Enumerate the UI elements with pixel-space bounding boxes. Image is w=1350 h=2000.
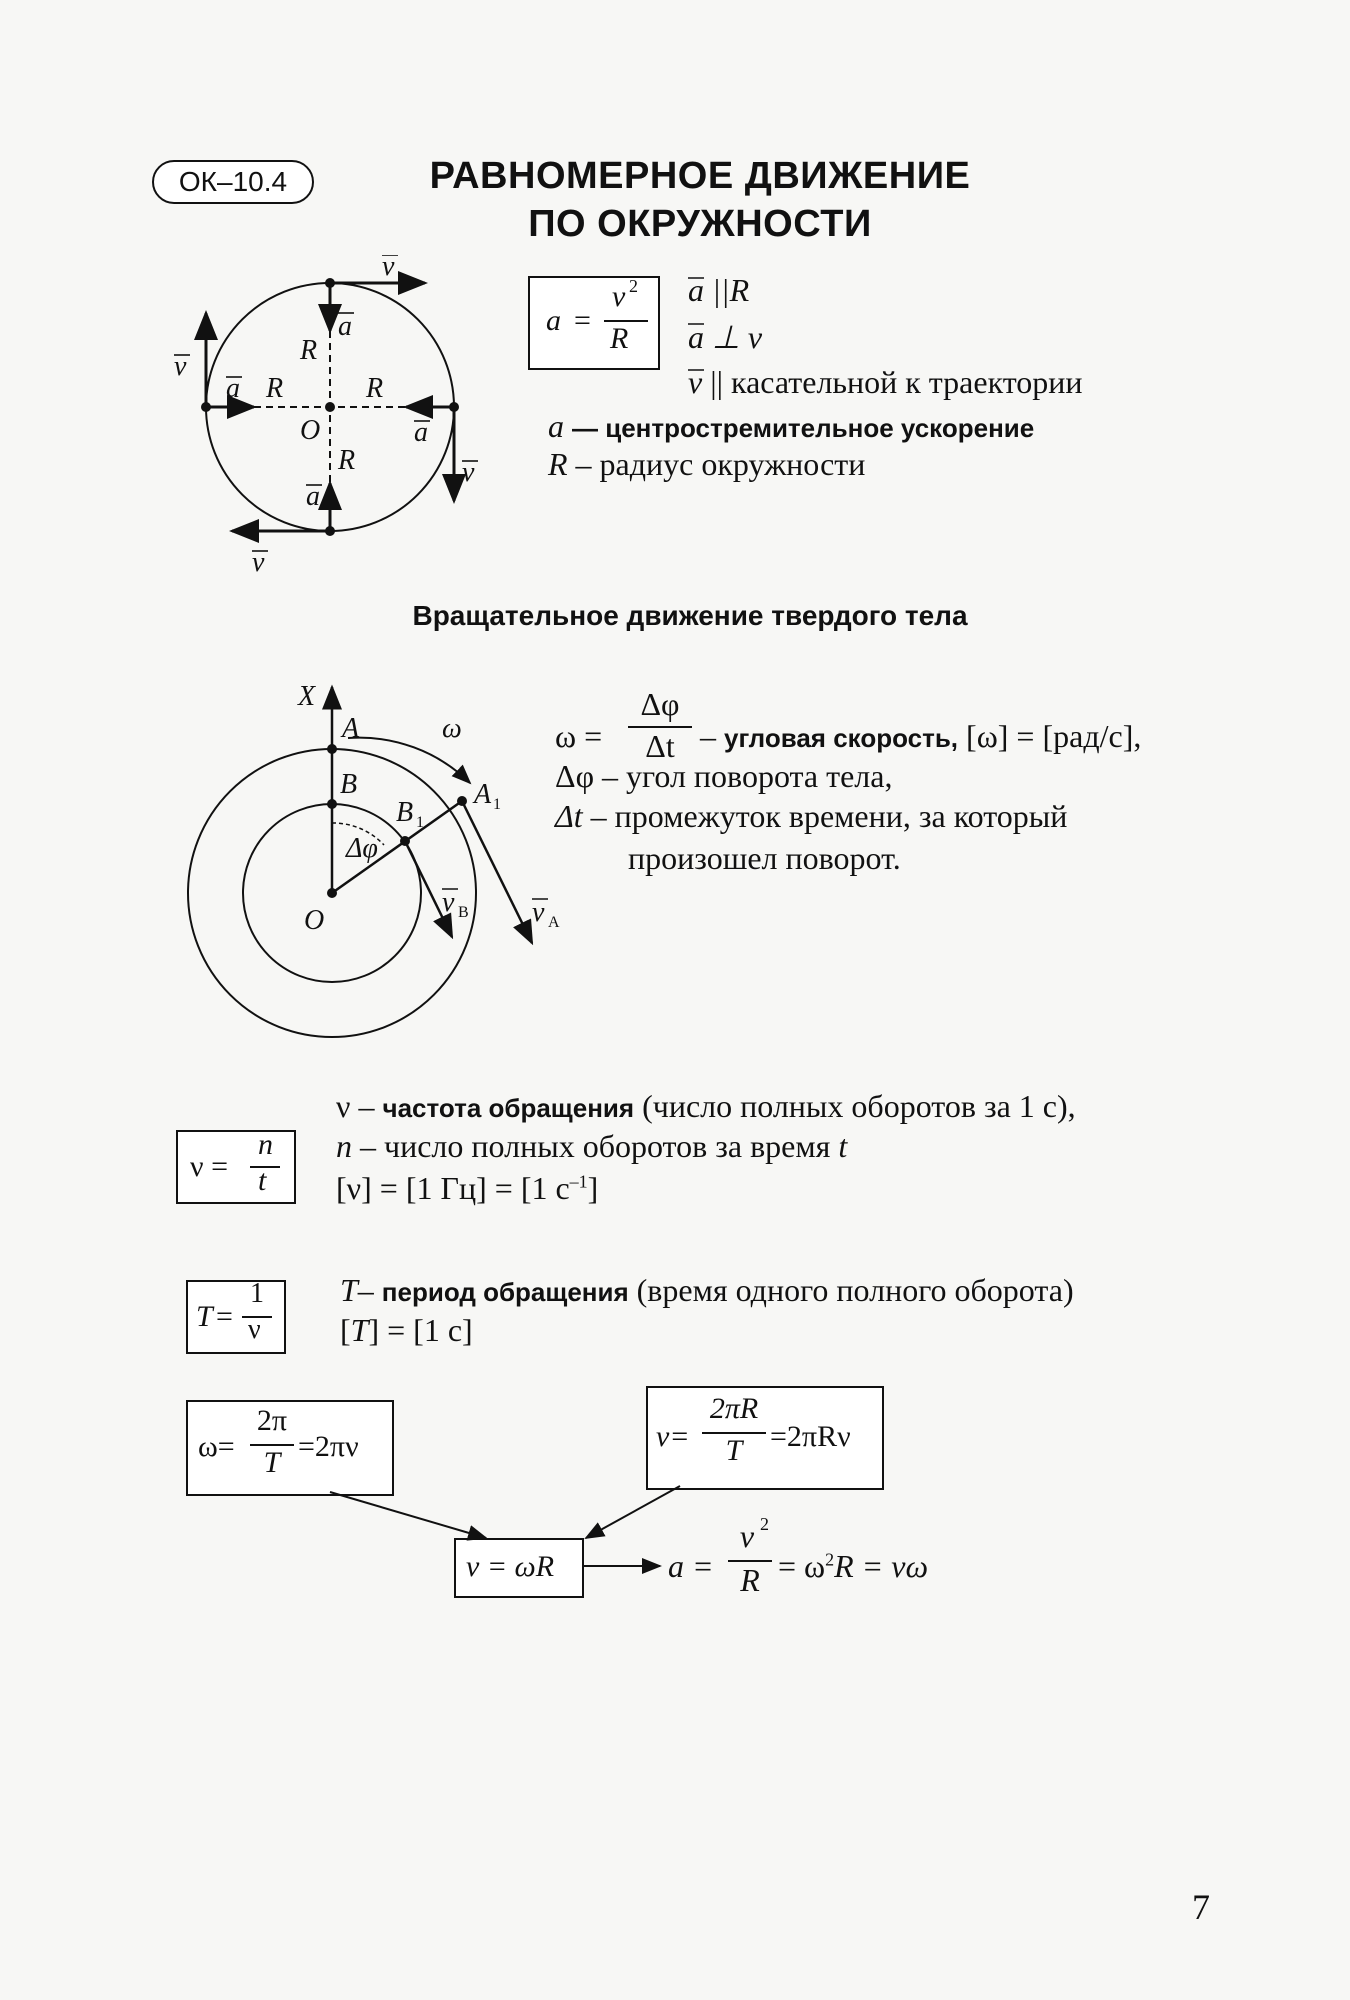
final-rhs-sup: 2 <box>825 1549 835 1570</box>
point-O <box>327 888 337 898</box>
relation-v-text: || касательной к траектории <box>710 364 1083 400</box>
formula-a-num: v <box>612 280 626 313</box>
label-B1-sub: 1 <box>416 814 424 831</box>
omega-dash: – <box>700 718 716 754</box>
bottom-v-den: T <box>725 1434 743 1467</box>
period-units <box>340 1312 473 1349</box>
freq-box-lhs: ν = <box>190 1150 228 1183</box>
period-box-num: 1 <box>250 1278 264 1309</box>
formula-centripetal-box <box>528 276 660 370</box>
period-box-eq: = <box>216 1300 233 1333</box>
bottom-omega-num: 2π <box>256 1404 288 1437</box>
freq-units-sup: –1 <box>569 1171 588 1192</box>
omega-units: [ω] = [рад/с], <box>966 718 1142 754</box>
n-text: – число полных оборотов за время <box>360 1128 831 1164</box>
label-vA: v <box>532 897 545 928</box>
def-centripetal <box>548 408 1034 445</box>
formula-period-box <box>186 1280 286 1354</box>
relation-v-symbol: v <box>688 364 703 400</box>
final-a-lhs: a = <box>668 1548 714 1584</box>
period-units-b: ] = [1 с] <box>368 1312 473 1348</box>
arrow-from-v-box <box>586 1486 680 1538</box>
final-den: R <box>740 1562 760 1598</box>
freq-box-num: n <box>258 1128 273 1161</box>
final-rhs-end: R = vω <box>834 1548 929 1584</box>
relation-vector-bars <box>686 270 726 400</box>
formula-a-den: R <box>610 322 629 355</box>
freq-units <box>336 1170 598 1207</box>
omega-lhs: ω = <box>555 718 603 754</box>
period-term: период обращения <box>381 1277 629 1307</box>
final-num-sup: 2 <box>760 1514 769 1534</box>
omega-den: Δt <box>645 728 675 764</box>
final-rhs-omega: = ω <box>778 1548 826 1584</box>
period-units-a: [ <box>340 1312 351 1348</box>
def-R-symbol: R <box>548 446 568 482</box>
omega-arc <box>348 738 470 783</box>
def-a-symbol: a <box>548 408 564 444</box>
label-a-right: a <box>414 417 428 448</box>
page-title <box>360 152 1040 248</box>
label-v-right: v <box>462 457 475 488</box>
freq-term: частота обращения <box>382 1093 635 1123</box>
freq-rest: (число полных оборотов за 1 с), <box>642 1088 1076 1124</box>
label-X: X <box>298 681 316 712</box>
label-v-top: v <box>382 255 395 282</box>
point-A <box>327 744 337 754</box>
formula-a-sup: 2 <box>629 276 638 296</box>
label-dphi: Δφ <box>346 833 378 864</box>
label-v-left: v <box>174 351 187 382</box>
dphi-definition: Δφ – угол поворота тела, <box>555 758 893 794</box>
label-a-top: a <box>338 311 352 342</box>
label-a-bottom: a <box>306 481 320 512</box>
label-B1: B <box>396 797 414 828</box>
label-vA-sub: A <box>548 914 560 931</box>
relation-a-parallel-R: a ||R <box>688 272 750 308</box>
label-B: B <box>340 769 358 800</box>
final-num: v <box>739 1518 755 1554</box>
bottom-omega-rhs: =2πν <box>298 1430 359 1463</box>
formula-a-eq: = <box>574 304 591 337</box>
relation-v-tangent <box>688 364 1083 401</box>
label-vB-sub: B <box>458 904 469 921</box>
label-R-right: R <box>366 373 384 404</box>
topic-badge: ОК–10.4 <box>152 160 314 204</box>
relation-a-perp-v: a ⊥ v <box>688 319 763 355</box>
freq-units-end: ] <box>587 1170 599 1206</box>
label-A: A <box>342 713 360 744</box>
rotation-diagram <box>180 675 580 1075</box>
formula-frequency-box <box>176 1130 296 1204</box>
label-omega: ω <box>442 713 462 744</box>
label-R-left: R <box>266 373 284 404</box>
arrow-from-omega-box <box>330 1492 486 1538</box>
center-point <box>325 402 335 412</box>
dt-definition <box>555 798 1067 835</box>
freq-def-line-1 <box>336 1088 1076 1125</box>
T-symbol: T <box>340 1272 358 1308</box>
bottom-v-lhs: v= <box>656 1420 690 1453</box>
label-a-left: a <box>226 373 240 404</box>
bottom-v-num: 2πR <box>709 1392 759 1425</box>
final-rhs <box>778 1548 928 1585</box>
bottom-center-formula: v = ωR <box>466 1550 555 1583</box>
bottom-v-rhs: =2πRν <box>770 1420 851 1453</box>
bottom-omega-lhs: ω= <box>198 1430 235 1463</box>
section-rotation-heading: Вращательное движение твердого тела <box>412 600 968 631</box>
period-def-line-1 <box>340 1272 1074 1309</box>
period-rest: (время одного полного оборота) <box>636 1272 1074 1308</box>
point-B <box>327 799 337 809</box>
label-R-up: R <box>300 335 318 366</box>
freq-symbol: ν – <box>336 1088 375 1124</box>
omega-def-text <box>700 718 1141 755</box>
label-R-down: R <box>338 445 356 476</box>
label-O: O <box>300 415 321 446</box>
t-symbol: t <box>838 1128 848 1164</box>
dt-text: – промежуток времени, за который <box>590 798 1068 834</box>
def-R-text: – радиус окружности <box>575 446 866 482</box>
formula-v-period-box <box>646 1386 884 1490</box>
def-radius <box>548 446 865 483</box>
uniform-circle-diagram <box>160 255 500 595</box>
page-number: 7 <box>1192 1887 1210 1927</box>
def-a-text: — центростремительное ускорение <box>572 413 1035 443</box>
period-box-den: ν <box>248 1314 261 1345</box>
dt-definition-cont: произошел поворот. <box>628 840 901 876</box>
freq-def-line-2 <box>336 1128 847 1165</box>
period-units-T: T <box>350 1312 369 1348</box>
n-symbol: n <box>336 1128 352 1164</box>
label-A1: A <box>474 779 492 810</box>
formula-a-lhs: a <box>546 304 561 337</box>
title-line-2: ПО ОКРУЖНОСТИ <box>528 203 872 245</box>
bottom-omega-den: T <box>263 1446 281 1479</box>
label-O-rot: O <box>304 905 325 936</box>
period-box-lhs: T <box>196 1300 213 1333</box>
freq-units-text: [ν] = [1 Гц] = [1 с <box>336 1170 570 1206</box>
label-A1-sub: 1 <box>493 796 501 813</box>
label-vB: v <box>442 887 455 918</box>
T-dash: – <box>357 1272 374 1308</box>
omega-num: Δφ <box>640 686 680 722</box>
dt-symbol: Δt <box>555 798 583 834</box>
label-v-bottom: v <box>252 547 265 578</box>
title-line-1: РАВНОМЕРНОЕ ДВИЖЕНИЕ <box>429 155 971 197</box>
freq-box-den: t <box>258 1164 267 1197</box>
omega-term: угловая скорость, <box>724 723 959 753</box>
